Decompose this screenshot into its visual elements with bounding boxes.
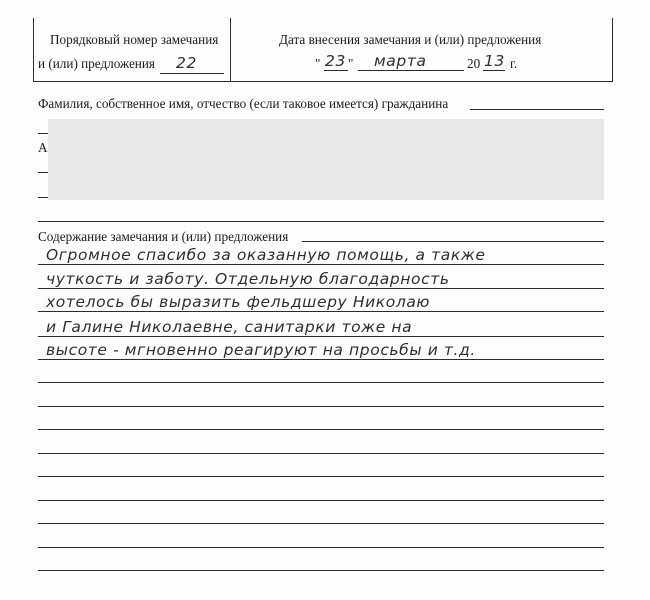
handwritten-line-3: хотелось бы выразить фельдшеру Николаю	[46, 293, 431, 311]
date-year-prefix: 20	[467, 56, 481, 71]
content-line	[38, 336, 604, 337]
handwritten-line-5: высоте - мгновенно реагируют на просьбы и т.д.	[46, 341, 476, 359]
content-label-line	[302, 241, 604, 242]
table-bottom-border	[33, 81, 613, 82]
date-day-line	[324, 70, 348, 71]
empty-line	[38, 476, 604, 477]
remark-number-line	[160, 73, 224, 74]
table-right-border	[612, 18, 613, 81]
content-line	[38, 264, 604, 265]
content-line	[38, 288, 604, 289]
content-line	[38, 359, 604, 360]
date-quote-open: "	[315, 56, 321, 71]
empty-line	[38, 570, 604, 571]
handwritten-line-2: чуткость и заботу. Отдельную благодарность	[46, 270, 450, 288]
empty-line	[38, 523, 604, 524]
date-label: Дата внесения замечания и (или) предложения	[279, 32, 542, 47]
table-divider	[230, 18, 231, 81]
empty-line	[38, 500, 604, 501]
handwritten-line-4: и Галине Николаевне, санитарки тоже на	[46, 318, 413, 336]
citizen-name-line	[470, 109, 604, 110]
date-month-value: марта	[374, 52, 427, 70]
empty-line	[38, 547, 604, 548]
redacted-personal-data	[48, 119, 604, 200]
citizen-name-label: Фамилия, собственное имя, отчество (если таковое имеется) гражданина	[38, 96, 449, 111]
remark-number-label-2: и (или) предложения	[38, 56, 155, 71]
address-label-fragment: А	[38, 140, 48, 155]
remark-number-value: 22	[176, 54, 197, 72]
date-year-suffix: г.	[510, 56, 518, 71]
empty-line	[38, 382, 604, 383]
date-day-value: 23	[325, 52, 346, 70]
handwritten-line-1: Огромное спасибо за оказанную помощь, а также	[46, 246, 486, 264]
content-line	[38, 311, 604, 312]
empty-line	[38, 453, 604, 454]
empty-line	[38, 406, 604, 407]
date-month-line	[358, 70, 464, 71]
empty-line	[38, 429, 604, 430]
date-quote-close: "	[348, 56, 354, 71]
date-year-value: 13	[484, 52, 505, 70]
date-year-line	[483, 70, 505, 71]
content-label: Содержание замечания и (или) предложения	[38, 229, 289, 244]
table-left-border	[33, 18, 34, 81]
remark-number-label-1: Порядковый номер замечания	[50, 32, 219, 47]
citizen-line-5	[38, 221, 604, 222]
